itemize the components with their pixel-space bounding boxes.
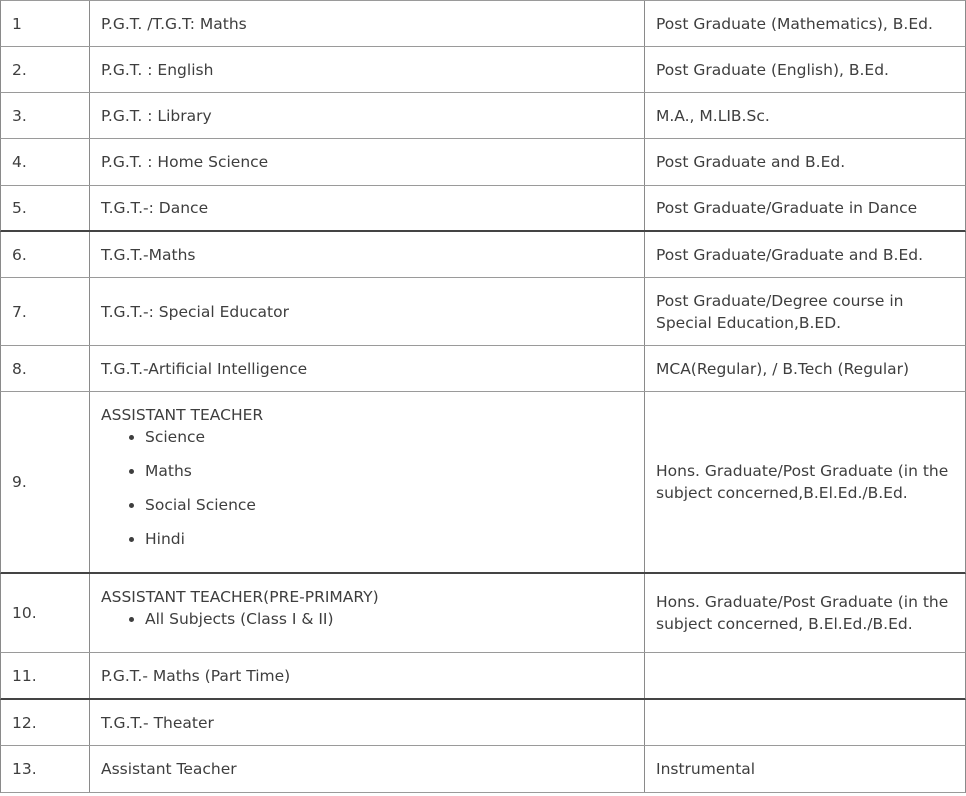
table-row — [0, 700, 966, 746]
post-name: P.G.T. : Home Science — [89, 139, 644, 185]
table-row — [0, 232, 966, 278]
serial-number: 13. — [12, 760, 37, 778]
qualification: Post Graduate (Mathematics), B.Ed. — [644, 1, 965, 46]
serial-number: 8. — [12, 359, 27, 378]
post-name: T.G.T.-Maths — [89, 232, 644, 277]
qualification: Hons. Graduate/Post Graduate (in the subject concerned,B.El.Ed./B.Ed. — [644, 392, 965, 572]
list-item: Science — [127, 426, 633, 448]
table-row — [0, 93, 966, 139]
post-name: T.G.T.-: Dance — [89, 186, 644, 230]
qualification: Instrumental — [644, 746, 965, 792]
table-row — [0, 346, 966, 392]
post-name: T.G.T.-Artificial Intelligence — [89, 346, 644, 391]
list-item: Hindi — [127, 528, 633, 550]
post-name: P.G.T. /T.G.T: Maths — [89, 1, 644, 46]
table-row — [0, 0, 966, 47]
table-row — [0, 47, 966, 93]
table-row — [0, 653, 966, 700]
qualification: Post Graduate (English), B.Ed. — [644, 47, 965, 92]
post-name: P.G.T. : English — [89, 47, 644, 92]
serial-number: 2. — [12, 60, 27, 79]
serial-number: 1 — [12, 14, 22, 33]
list-item: Social Science — [127, 494, 633, 516]
subject-list — [101, 608, 633, 630]
list-item: Maths — [127, 460, 633, 482]
serial-number: 5. — [12, 199, 27, 217]
post-name: P.G.T.- Maths (Part Time) — [89, 653, 644, 698]
post-name-cell — [89, 392, 644, 572]
table-row — [0, 139, 966, 186]
post-name-cell — [89, 574, 644, 652]
serial-number: 6. — [12, 245, 27, 264]
serial-number: 7. — [12, 302, 27, 321]
table-row — [0, 746, 966, 793]
post-name: ASSISTANT TEACHER — [101, 406, 264, 424]
serial-number: 4. — [12, 153, 27, 171]
serial-number: 10. — [12, 604, 37, 622]
qualification — [644, 653, 965, 698]
qualification: Post Graduate/Graduate and B.Ed. — [644, 232, 965, 277]
serial-number: 3. — [12, 106, 27, 125]
table-row — [0, 186, 966, 232]
post-name: T.G.T.- Theater — [89, 700, 644, 745]
serial-number: 9. — [12, 473, 27, 491]
qualification: Post Graduate/Graduate in Dance — [644, 186, 965, 230]
post-name: Assistant Teacher — [89, 746, 644, 792]
qualification: Post Graduate/Degree course in Special Education,B.ED. — [644, 278, 965, 345]
serial-number: 11. — [12, 666, 37, 685]
qualification: MCA(Regular), / B.Tech (Regular) — [644, 346, 965, 391]
qualification: M.A., M.LIB.Sc. — [644, 93, 965, 138]
table-row — [0, 278, 966, 346]
table-row — [0, 574, 966, 653]
subject-list — [101, 426, 633, 550]
table-row — [0, 392, 966, 574]
qualification: Post Graduate and B.Ed. — [644, 139, 965, 185]
post-name: T.G.T.-: Special Educator — [89, 278, 644, 345]
post-name: ASSISTANT TEACHER(PRE-PRIMARY) — [101, 588, 379, 606]
list-item: All Subjects (Class I & II) — [127, 608, 633, 630]
post-name: P.G.T. : Library — [89, 93, 644, 138]
qualification — [644, 700, 965, 745]
qualification: Hons. Graduate/Post Graduate (in the subject concerned, B.El.Ed./B.Ed. — [644, 574, 965, 652]
serial-number: 12. — [12, 713, 37, 732]
